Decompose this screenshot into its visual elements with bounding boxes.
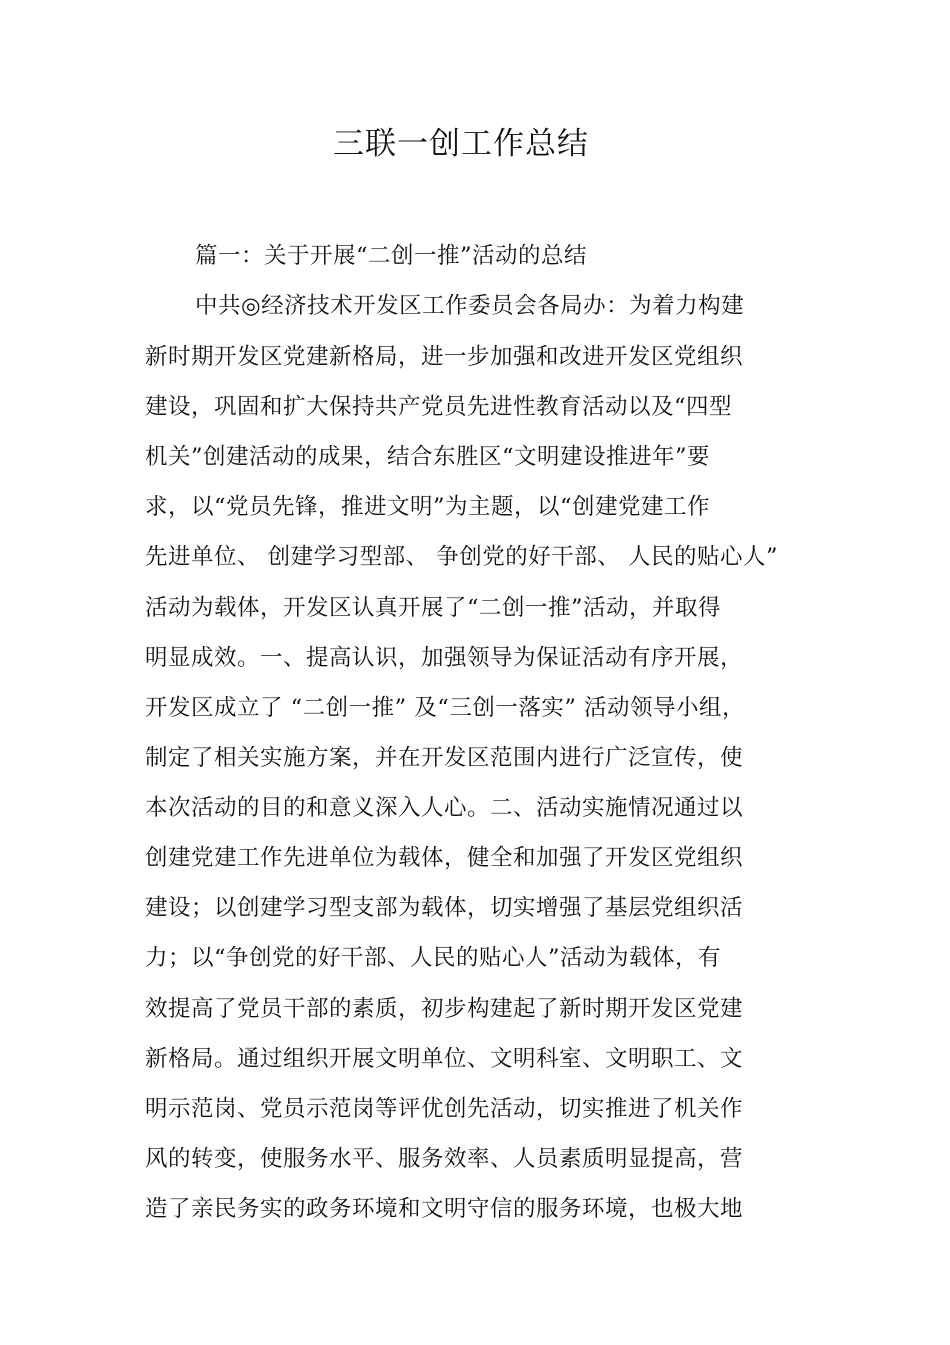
paragraph-line: 开发区成立了 “二创一推” 及“三创一落实” 活动领导小组，: [145, 695, 745, 721]
paragraph-line: 先进单位、 创建学习型部、 争创党的好干部、 人民的贴心人”: [145, 544, 778, 570]
paragraph-line: 求，以“党员先锋，推进文明”为主题，以“创建党建工作: [145, 494, 711, 520]
paragraph-line: 建设；以创建学习型支部为载体，切实增强了基层党组织活: [145, 895, 744, 921]
paragraph-line: 中共◎经济技术开发区工作委员会各局办：为着力构建: [195, 293, 745, 319]
paragraph-line: 效提高了党员干部的素质，初步构建起了新时期开发区党建: [145, 996, 744, 1022]
section-heading: 篇一：关于开展“二创一推”活动的总结: [195, 243, 588, 269]
paragraph-line: 明示范岗、党员示范岗等评优创先活动，切实推进了机关作: [145, 1096, 744, 1122]
document-title: 三联一创工作总结: [333, 126, 589, 162]
paragraph-line: 风的转变，使服务水平、服务效率、人员素质明显提高，营: [145, 1146, 744, 1172]
paragraph-line: 新时期开发区党建新格局，进一步加强和改进开发区党组织: [145, 344, 744, 370]
paragraph-line: 创建党建工作先进单位为载体，健全和加强了开发区党组织: [145, 845, 744, 871]
paragraph-line: 本次活动的目的和意义深入人心。二、活动实施情况通过以: [145, 795, 744, 821]
paragraph-line: 力；以“争创党的好干部、人民的贴心人”活动为载体，有: [145, 945, 722, 971]
paragraph-line: 机关”创建活动的成果，结合东胜区“文明建设推进年”要: [145, 444, 711, 470]
paragraph-line: 制定了相关实施方案，并在开发区范围内进行广泛宣传，使: [145, 745, 744, 771]
paragraph-line: 建设，巩固和扩大保持共产党员先进性教育活动以及“四型: [145, 394, 733, 420]
paragraph-line: 造了亲民务实的政务环境和文明守信的服务环境，也极大地: [145, 1196, 744, 1222]
paragraph-line: 明显成效。一、提高认识，加强领导为保证活动有序开展，: [145, 645, 744, 671]
paragraph-line: 新格局。通过组织开展文明单位、文明科室、文明职工、文: [145, 1046, 744, 1072]
paragraph-line: 活动为载体，开发区认真开展了“二创一推”活动，并取得: [145, 595, 722, 621]
